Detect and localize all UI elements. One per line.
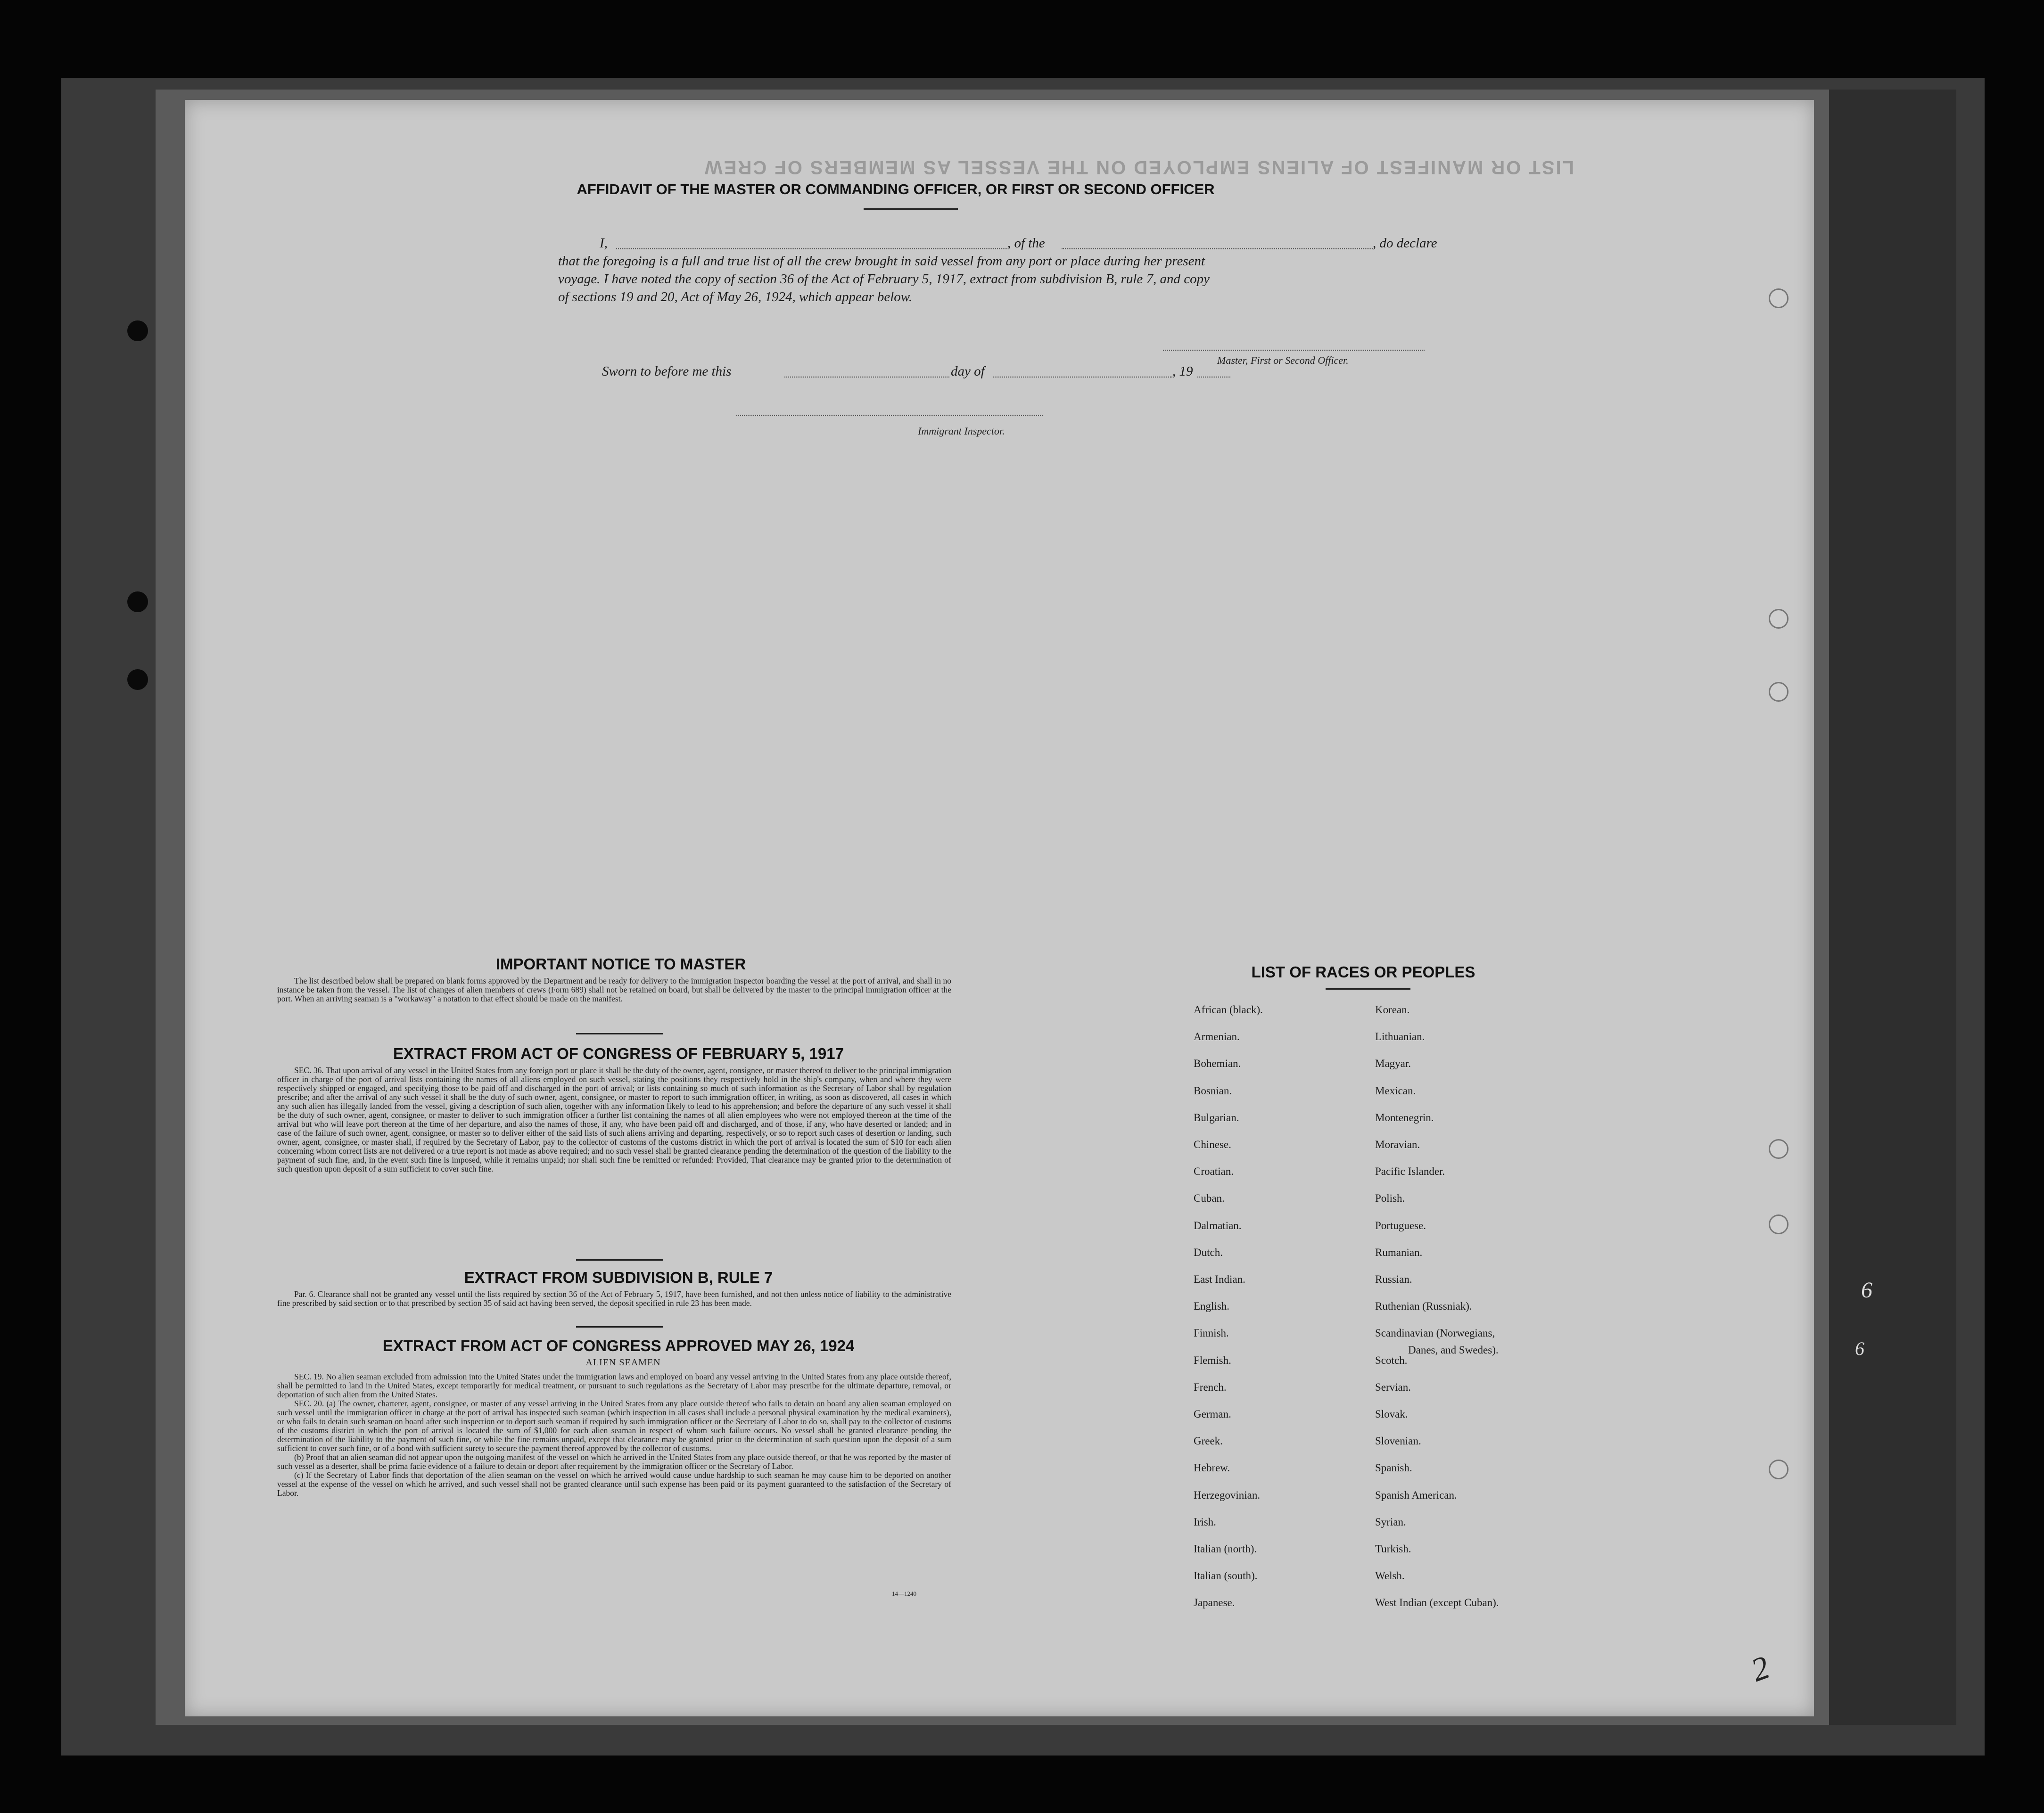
ring-hole — [1769, 682, 1788, 702]
race-item: Flemish. — [1194, 1354, 1231, 1366]
race-item: Bohemian. — [1194, 1058, 1241, 1070]
inspector-label: Immigrant Inspector. — [918, 425, 1005, 437]
binder-hole — [127, 591, 148, 612]
race-item: Bosnian. — [1194, 1084, 1232, 1097]
races-right-column — [1375, 1004, 1592, 1635]
extract-1924-title: EXTRACT FROM ACT OF CONGRESS APPROVED MAY 26, 1924 — [382, 1337, 855, 1354]
ring-hole — [1769, 288, 1788, 308]
ring-hole — [1769, 1214, 1788, 1234]
extract-1917-title: EXTRACT FROM ACT OF CONGRESS OF FEBRUARY 5, 1917 — [393, 1045, 844, 1062]
binder-hole — [127, 320, 148, 341]
affidavit-do-declare: , do declare — [1373, 236, 1437, 251]
race-item: Irish. — [1194, 1516, 1216, 1528]
race-item: Scotch. — [1375, 1354, 1408, 1366]
affidavit-line-2: that the foregoing is a full and true list of all the crew brought in said vessel from any port or place during her present — [558, 254, 1205, 269]
race-item: Mexican. — [1375, 1084, 1416, 1097]
race-item: Lithuanian. — [1375, 1031, 1425, 1043]
race-item: Japanese. — [1194, 1597, 1235, 1609]
extract-1924-text — [277, 1372, 951, 1498]
rule7-rule — [576, 1326, 663, 1328]
race-item: Danes, and Swedes). — [1408, 1344, 1499, 1356]
rule7-paragraph: Par. 6. Clearance shall not be granted any vessel until the lists required by section 36 of the Act of February 5, 1917, have been furnished, and not then unless notice of liability to the administrative fine prescribed by said section or to that prescribed by section 35 of said act having been served, the deposit specified in rule 23 has been made. — [277, 1289, 951, 1308]
race-item: Syrian. — [1375, 1516, 1406, 1528]
handwritten-margin-number: 6 — [1855, 1338, 1864, 1359]
notice-paragraph: The list described below shall be prepared on blank forms approved by the Department and be ready for delivery to the immigration inspector boarding the vessel at the port of arrival, and shall in no instance be taken from the vessel. The list of changes of alien members of crews (Form 689) shall not be retained on board, but shall be delivered by the master to the principal immigration officer at the port. When an arriving seaman is a "workaway" a notation to that effect should be made on the manifest. — [277, 976, 951, 1003]
races-title: LIST OF RACES OR PEOPLES — [1251, 963, 1475, 981]
ring-hole — [1769, 1460, 1788, 1479]
race-item: Dutch. — [1194, 1246, 1223, 1258]
race-item: Moravian. — [1375, 1139, 1420, 1150]
race-item: Portuguese. — [1375, 1219, 1426, 1231]
form-number: 14—1240 — [892, 1590, 916, 1597]
race-item: Ruthenian (Russniak). — [1375, 1300, 1472, 1313]
affidavit-i: I, — [600, 236, 608, 251]
race-item: West Indian (except Cuban). — [1375, 1597, 1499, 1609]
notice-text — [277, 976, 951, 1003]
ring-hole — [1769, 1139, 1788, 1159]
race-item: Greek. — [1194, 1435, 1223, 1447]
name-field[interactable] — [616, 248, 1007, 249]
race-item: Bulgarian. — [1194, 1111, 1239, 1124]
race-item: English. — [1194, 1300, 1230, 1313]
rule7-text — [277, 1290, 951, 1308]
affidavit-line-4: of sections 19 and 20, Act of May 26, 1924, which appear below. — [558, 289, 913, 304]
race-item: Spanish American. — [1375, 1489, 1457, 1501]
handwritten-margin-number: 6 — [1861, 1278, 1872, 1303]
race-item: Polish. — [1375, 1192, 1405, 1205]
race-item: Servian. — [1375, 1381, 1411, 1393]
race-item: Scandinavian (Norwegians, — [1375, 1327, 1495, 1339]
vessel-field[interactable] — [1062, 248, 1373, 249]
race-item: Cuban. — [1194, 1192, 1225, 1205]
section-20b-paragraph: (b) Proof that an alien seaman did not appear upon the outgoing manifest of the vessel on which he arrived in the United States from any place outside thereof, or that he was reported by the master of such vessel as a deserter, shall be prima facie evidence of a failure to detain or deport after requirement by the immigration officer or the Secretary of Labor. — [277, 1452, 951, 1471]
binder-hole — [127, 669, 148, 690]
race-item: Pacific Islander. — [1375, 1165, 1445, 1178]
race-item: East Indian. — [1194, 1273, 1245, 1285]
notice-rule — [576, 1033, 663, 1034]
race-item: Spanish. — [1375, 1462, 1412, 1474]
race-item: Herzegovinian. — [1194, 1489, 1261, 1501]
races-rule — [1326, 988, 1410, 990]
day-of-text: day of — [951, 364, 985, 379]
race-item: Finnish. — [1194, 1327, 1229, 1339]
race-item: French. — [1194, 1381, 1227, 1393]
notice-title: IMPORTANT NOTICE TO MASTER — [495, 955, 746, 973]
affidavit-title-rule — [864, 208, 958, 210]
section-36-paragraph: SEC. 36. That upon arrival of any vessel in the United States from any foreign port or place it shall be the duty of the owner, agent, consignee, or master thereof to deliver to the principal immigration officer in charge of the port of arrival lists containing the names of all aliens employed on such vessel, stating the positions they respectively hold in the ship's company, when and where they were respectively shipped or engaged, and specifying those to be paid off and discharged in the port of arrival; or lists containing so much of such information as the Secretary of Labor shall by regulation prescribe; and after the arrival of any such vessel it shall be the duty of such owner, agent, consignee, or master to report to such immigration officer, in writing, as soon as discovered, all cases in which any such alien has illegally landed from the vessel, giving a description of such alien, together with any information likely to lead to his apprehension; and before the departure of any such vessel it shall be the duty of such owner, agent, consignee, or master to deliver to such immigration officer a further list containing the names of all alien employees who were not employed thereon at the time of the arrival but who will leave port thereon at the time of her departure, and also the names of those, if any, who have been paid off and discharged, and of those, if any, who have deserted or landed; and in case of the failure of such owner, agent, consignee, or master so to deliver either of the said lists of such aliens arriving and departing, respectively, or so to report such cases of desertion or landing, such owner, agent, consignee, or master shall, if required by the Secretary of Labor, pay to the collector of customs of the customs district in which the port of arrival is located the sum of $10 for each alien concerning whom correct lists are not delivered or a true report is not made as above required; and no such vessel shall be granted clearance pending the determination of the question of the liability to the payment of such fine, and, in the event such fine is imposed, while it remains unpaid; nor shall such fine be remitted or refunded: Provided, That clearance may be granted prior to the determination of such question upon deposit of a sum sufficient to cover such fine. — [277, 1066, 951, 1173]
extract-1917-text — [277, 1066, 951, 1173]
race-item: Dalmatian. — [1194, 1219, 1242, 1231]
race-item: Russian. — [1375, 1273, 1412, 1285]
affidavit-title: AFFIDAVIT OF THE MASTER OR COMMANDING OFFICER, OR FIRST OR SECOND OFFICER — [577, 181, 1215, 197]
year-prefix: , 19 — [1172, 364, 1193, 379]
section-20c-paragraph: (c) If the Secretary of Labor finds that deportation of the alien seaman on the vessel on which he arrived would cause undue hardship to such seaman he may cause him to be deported on another vessel at the expense of the vessel on which he arrived, and such vessel shall not be granted clearance until such expense has been paid or its payment guaranteed to the satisfaction of the Secretary of Labor. — [277, 1470, 951, 1498]
affidavit-of-the: , of the — [1007, 236, 1045, 251]
inspector-signature-field[interactable] — [736, 415, 1043, 416]
race-item: Armenian. — [1194, 1031, 1240, 1043]
sworn-text: Sworn to before me this — [602, 364, 732, 379]
manifest-page — [185, 100, 1814, 1716]
extract-1917-rule — [576, 1259, 663, 1261]
ring-hole — [1769, 609, 1788, 629]
race-item: Italian (south). — [1194, 1570, 1258, 1582]
race-item: Welsh. — [1375, 1570, 1405, 1582]
section-20a-paragraph: SEC. 20. (a) The owner, charterer, agent, consignee, or master of any vessel arriving in the United States from any place outside thereof who fails to detain on board any alien seaman employed on such vessel until the immigration officer in charge at the port of arrival has inspected such seaman (which inspection in all cases shall include a personal physical examination by the medical examiners), or who fails to detain such seaman on board after such inspection or to deport such seaman if required by such immigration officer or the Secretary of Labor to do so, shall pay to the collector of customs of the customs district in which the port of arrival is located the sum of $1,000 for each alien seaman in respect of whom such failure occurs. No vessel shall be granted clearance pending the determination of the liability to the payment of such fine, or while the fine remains unpaid, except that clearance may be granted prior to the determination of such question upon the deposit of a sum sufficient to cover such fine, or of a bond with sufficient surety to secure the payment thereof approved by the collector of customs. — [277, 1399, 951, 1453]
alien-seamen-subtitle: ALIEN SEAMEN — [585, 1357, 661, 1368]
section-19-paragraph: SEC. 19. No alien seaman excluded from admission into the United States under the immigration laws and employed on board any vessel arriving in the United States from any place outside thereof, shall be permitted to land in the United States, except temporarily for medical treatment, or pursuant to such regulations as the Secretary of Labor may prescribe for the ultimate departure, removal, or deportation of such alien from the United States. — [277, 1372, 951, 1399]
race-item: Magyar. — [1375, 1058, 1411, 1070]
race-item: Chinese. — [1194, 1139, 1231, 1150]
race-item: Slovenian. — [1375, 1435, 1421, 1447]
master-signature-label: Master, First or Second Officer. — [1217, 354, 1349, 366]
race-item: African (black). — [1194, 1004, 1263, 1016]
bleed-through-title: LIST OR MANIFEST OF ALIENS EMPLOYED ON THE VESSEL AS MEMBERS OF CREW — [703, 157, 1574, 178]
race-item: Korean. — [1375, 1004, 1410, 1016]
race-item: Hebrew. — [1194, 1462, 1230, 1474]
binder-shadow — [1829, 90, 1956, 1725]
race-item: Rumanian. — [1375, 1246, 1423, 1258]
race-item: German. — [1194, 1408, 1231, 1420]
rule7-title: EXTRACT FROM SUBDIVISION B, RULE 7 — [464, 1269, 773, 1286]
race-item: Turkish. — [1375, 1543, 1411, 1555]
affidavit-line-3: voyage. I have noted the copy of section 36 of the Act of February 5, 1917, extract from subdivision B, rule 7, and copy — [558, 271, 1210, 287]
race-item: Montenegrin. — [1375, 1111, 1434, 1124]
handwritten-mark: 2 — [1746, 1649, 1774, 1689]
race-item: Slovak. — [1375, 1408, 1408, 1420]
master-signature-field[interactable] — [1163, 350, 1425, 351]
race-item: Croatian. — [1194, 1165, 1234, 1178]
race-item: Italian (north). — [1194, 1543, 1257, 1555]
races-left-column — [1194, 1004, 1363, 1635]
